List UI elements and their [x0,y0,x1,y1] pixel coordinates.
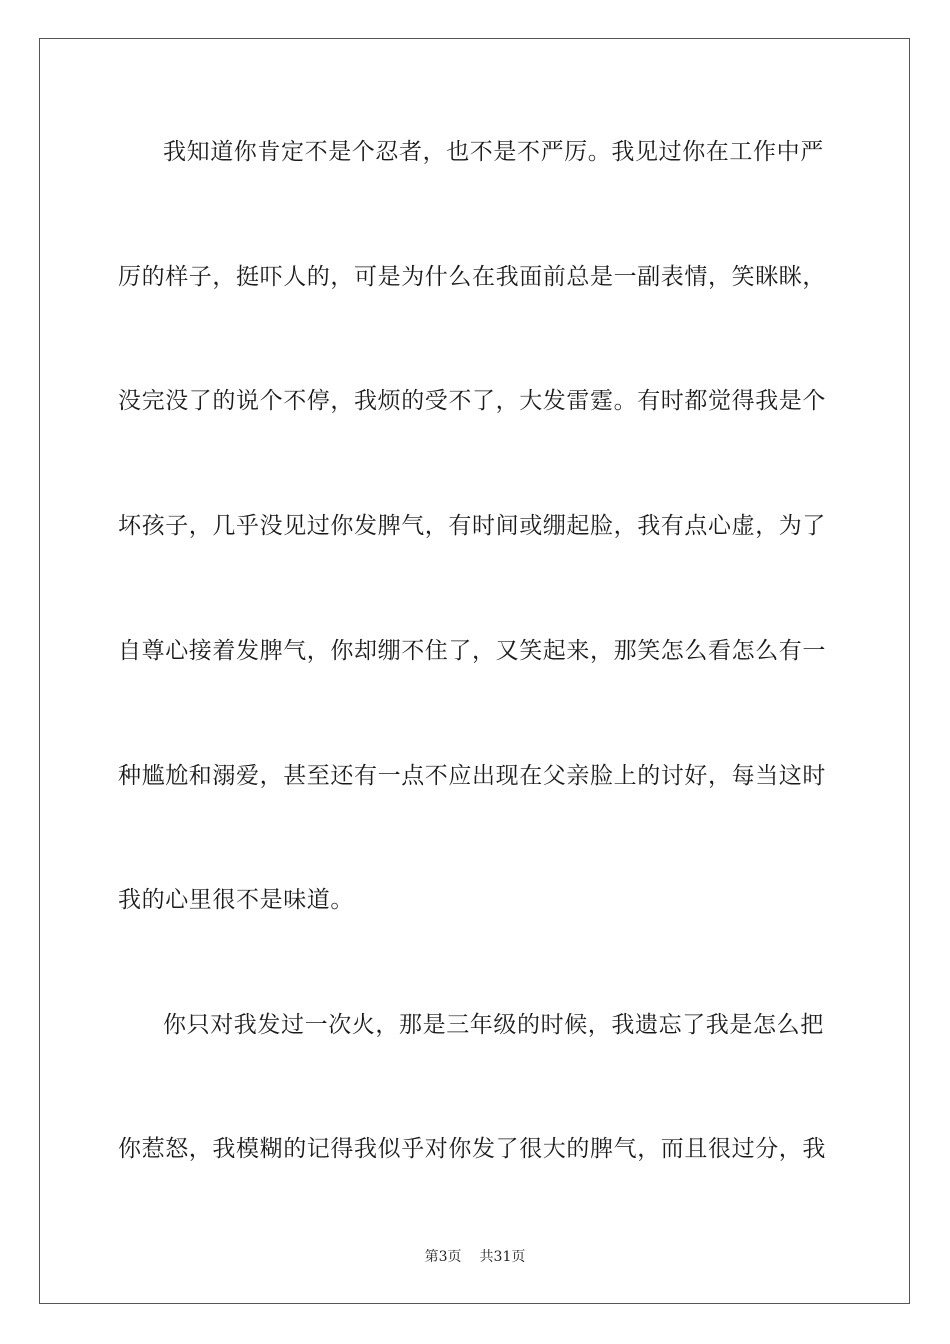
text-line: 没完没了的说个不停，我烦的受不了，大发雷霆。有时都觉得我是个 [118,388,826,414]
text-line: 种尴尬和溺爱，甚至还有一点不应出现在父亲脸上的讨好，每当这时 [118,763,826,789]
text-line: 坏孩子，几乎没见过你发脾气，有时间或绷起脸，我有点心虚，为了 [118,513,826,539]
text-line: 厉的样子，挺吓人的，可是为什么在我面前总是一副表情，笑眯眯， [118,264,826,290]
text-line: 自尊心接着发脾气，你却绷不住了，又笑起来，那笑怎么看怎么有一 [118,638,826,664]
text-line: 你惹怒，我模糊的记得我似乎对你发了很大的脾气，而且很过分，我 [118,1136,826,1162]
text-line: 我的心里很不是味道。 [118,887,354,913]
text-line: 我知道你肯定不是个忍者，也不是不严厉。我见过你在工作中严 [163,139,824,165]
page-border [39,38,910,1304]
total-pages: 共31页 [479,1249,526,1265]
page-footer [0,1248,950,1266]
text-line: 你只对我发过一次火，那是三年级的时候，我遗忘了我是怎么把 [163,1012,824,1038]
page-number: 第3页 [424,1249,462,1265]
